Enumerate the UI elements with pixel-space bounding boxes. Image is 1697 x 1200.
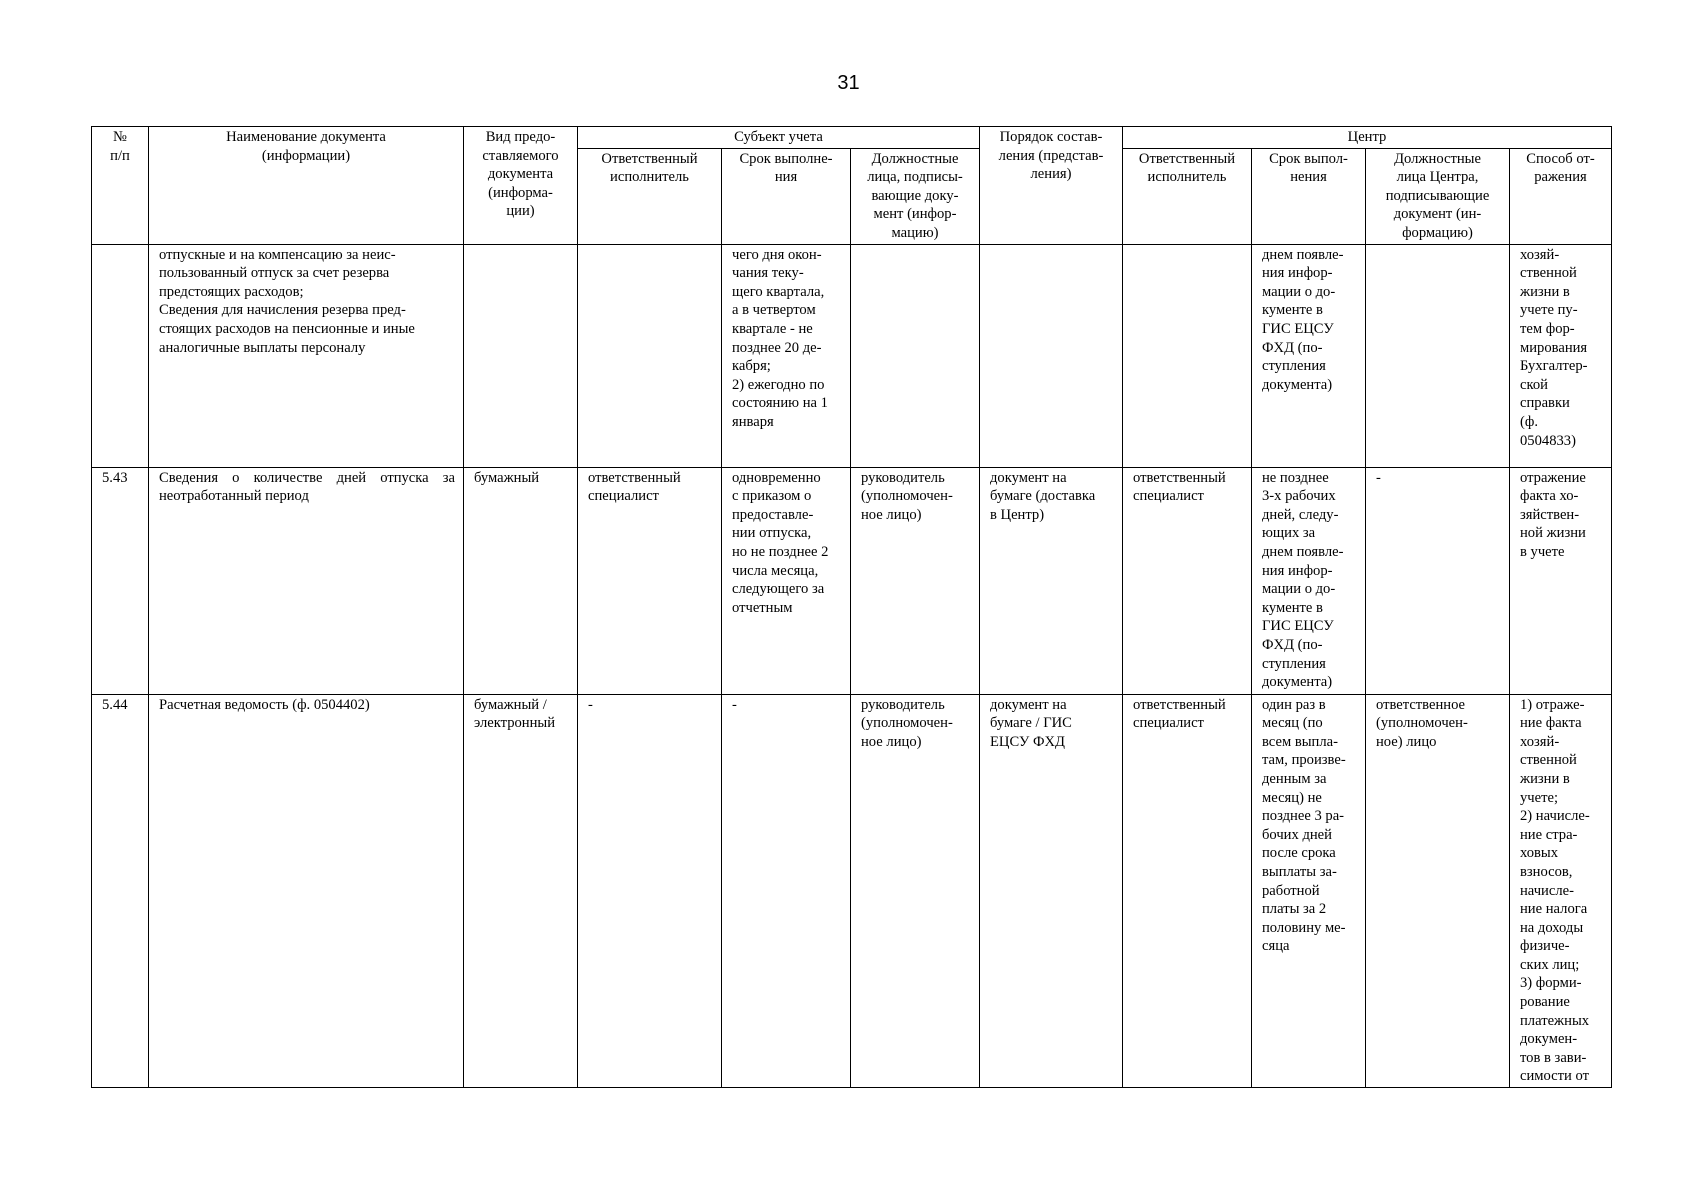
document-table: [91, 126, 1612, 1088]
cell-num: [92, 244, 149, 467]
cell-name: Расчетная ведомость (ф. 0504402): [149, 694, 464, 1087]
cell-center-method: 1) отраже- ние факта хозяй- ственной жизни в учете; 2) начисле- ние стра- ховых взносов, начисле- ние налога на доходы физиче- ских лиц; 3) форми- рование платежных докумен- тов в зави- симости от: [1510, 694, 1612, 1087]
cell-name: Сведения о количестве дней отпуска за неотработанный период: [149, 467, 464, 694]
table-row: [92, 694, 1612, 1087]
header-subject-sign: Должностные лица, подписы- вающие доку- мент (инфор- мацию): [851, 148, 980, 244]
cell-subject-exec: [578, 244, 722, 467]
cell-subject-exec: -: [578, 694, 722, 1087]
cell-type: бумажный / электронный: [464, 694, 578, 1087]
header-num: № п/п: [92, 127, 149, 245]
cell-name: отпускные и на компенсацию за неис- пользованный отпуск за счет резерва предстоящих расходов; Сведения для начисления резерва пред- стоящих расходов на пенсионные и иные аналогичные выплаты персоналу: [149, 244, 464, 467]
cell-subject-sign: руководитель (уполномочен- ное лицо): [851, 467, 980, 694]
cell-subject-term: одновременно с приказом о предоставле- нии отпуска, но не позднее 2 числа месяца, следующего за отчетным: [722, 467, 851, 694]
page-number: 31: [837, 72, 860, 94]
cell-order: [980, 244, 1123, 467]
cell-num: 5.44: [92, 694, 149, 1087]
cell-subject-exec: ответственный специалист: [578, 467, 722, 694]
header-subject: Субъект учета: [578, 127, 980, 149]
cell-subject-term: чего дня окон- чания теку- щего квартала, а в четвертом квартале - не позднее 20 де- кабря; 2) ежегодно по состоянию на 1 января: [722, 244, 851, 467]
cell-center-exec: ответственный специалист: [1123, 467, 1252, 694]
cell-center-exec: ответственный специалист: [1123, 694, 1252, 1087]
cell-center-term: не позднее 3-х рабочих дней, следу- ющих за днем появле- ния инфор- мации о до- кументе в ГИС ЕЦСУ ФХД (по- ступления документа): [1252, 467, 1366, 694]
table-row: [92, 467, 1612, 694]
cell-center-sign: ответственное (уполномочен- ное) лицо: [1366, 694, 1510, 1087]
cell-subject-term: -: [722, 694, 851, 1087]
header-center-sign: Должностные лица Центра, подписывающие документ (ин- формацию): [1366, 148, 1510, 244]
header-center-method: Способ от- ражения: [1510, 148, 1612, 244]
header-center-exec: Ответственный исполнитель: [1123, 148, 1252, 244]
header-name: Наименование документа (информации): [149, 127, 464, 245]
cell-subject-sign: [851, 244, 980, 467]
cell-center-term: один раз в месяц (по всем выпла- там, произве- денным за месяц) не позднее 3 ра- бочих дней после срока выплаты за- работной платы за 2 половину ме- сяца: [1252, 694, 1366, 1087]
cell-type: [464, 244, 578, 467]
cell-order: документ на бумаге (доставка в Центр): [980, 467, 1123, 694]
cell-subject-sign: руководитель (уполномочен- ное лицо): [851, 694, 980, 1087]
header-center: Центр: [1123, 127, 1612, 149]
cell-type: бумажный: [464, 467, 578, 694]
cell-center-method: хозяй- ственной жизни в учете пу- тем фор- мирования Бухгалтер- ской справки (ф. 0504833): [1510, 244, 1612, 467]
header-order: Порядок состав- ления (представ- ления): [980, 127, 1123, 245]
cell-center-exec: [1123, 244, 1252, 467]
header-type: Вид предо- ставляемого документа (информа- ции): [464, 127, 578, 245]
cell-num: 5.43: [92, 467, 149, 694]
header-subject-term: Срок выполне- ния: [722, 148, 851, 244]
cell-center-sign: -: [1366, 467, 1510, 694]
cell-center-method: отражение факта хо- зяйствен- ной жизни в учете: [1510, 467, 1612, 694]
cell-order: документ на бумаге / ГИС ЕЦСУ ФХД: [980, 694, 1123, 1087]
cell-center-sign: [1366, 244, 1510, 467]
header-subject-exec: Ответственный исполнитель: [578, 148, 722, 244]
cell-center-term: днем появле- ния инфор- мации о до- кументе в ГИС ЕЦСУ ФХД (по- ступления документа): [1252, 244, 1366, 467]
table-row: [92, 244, 1612, 467]
header-center-term: Срок выпол- нения: [1252, 148, 1366, 244]
